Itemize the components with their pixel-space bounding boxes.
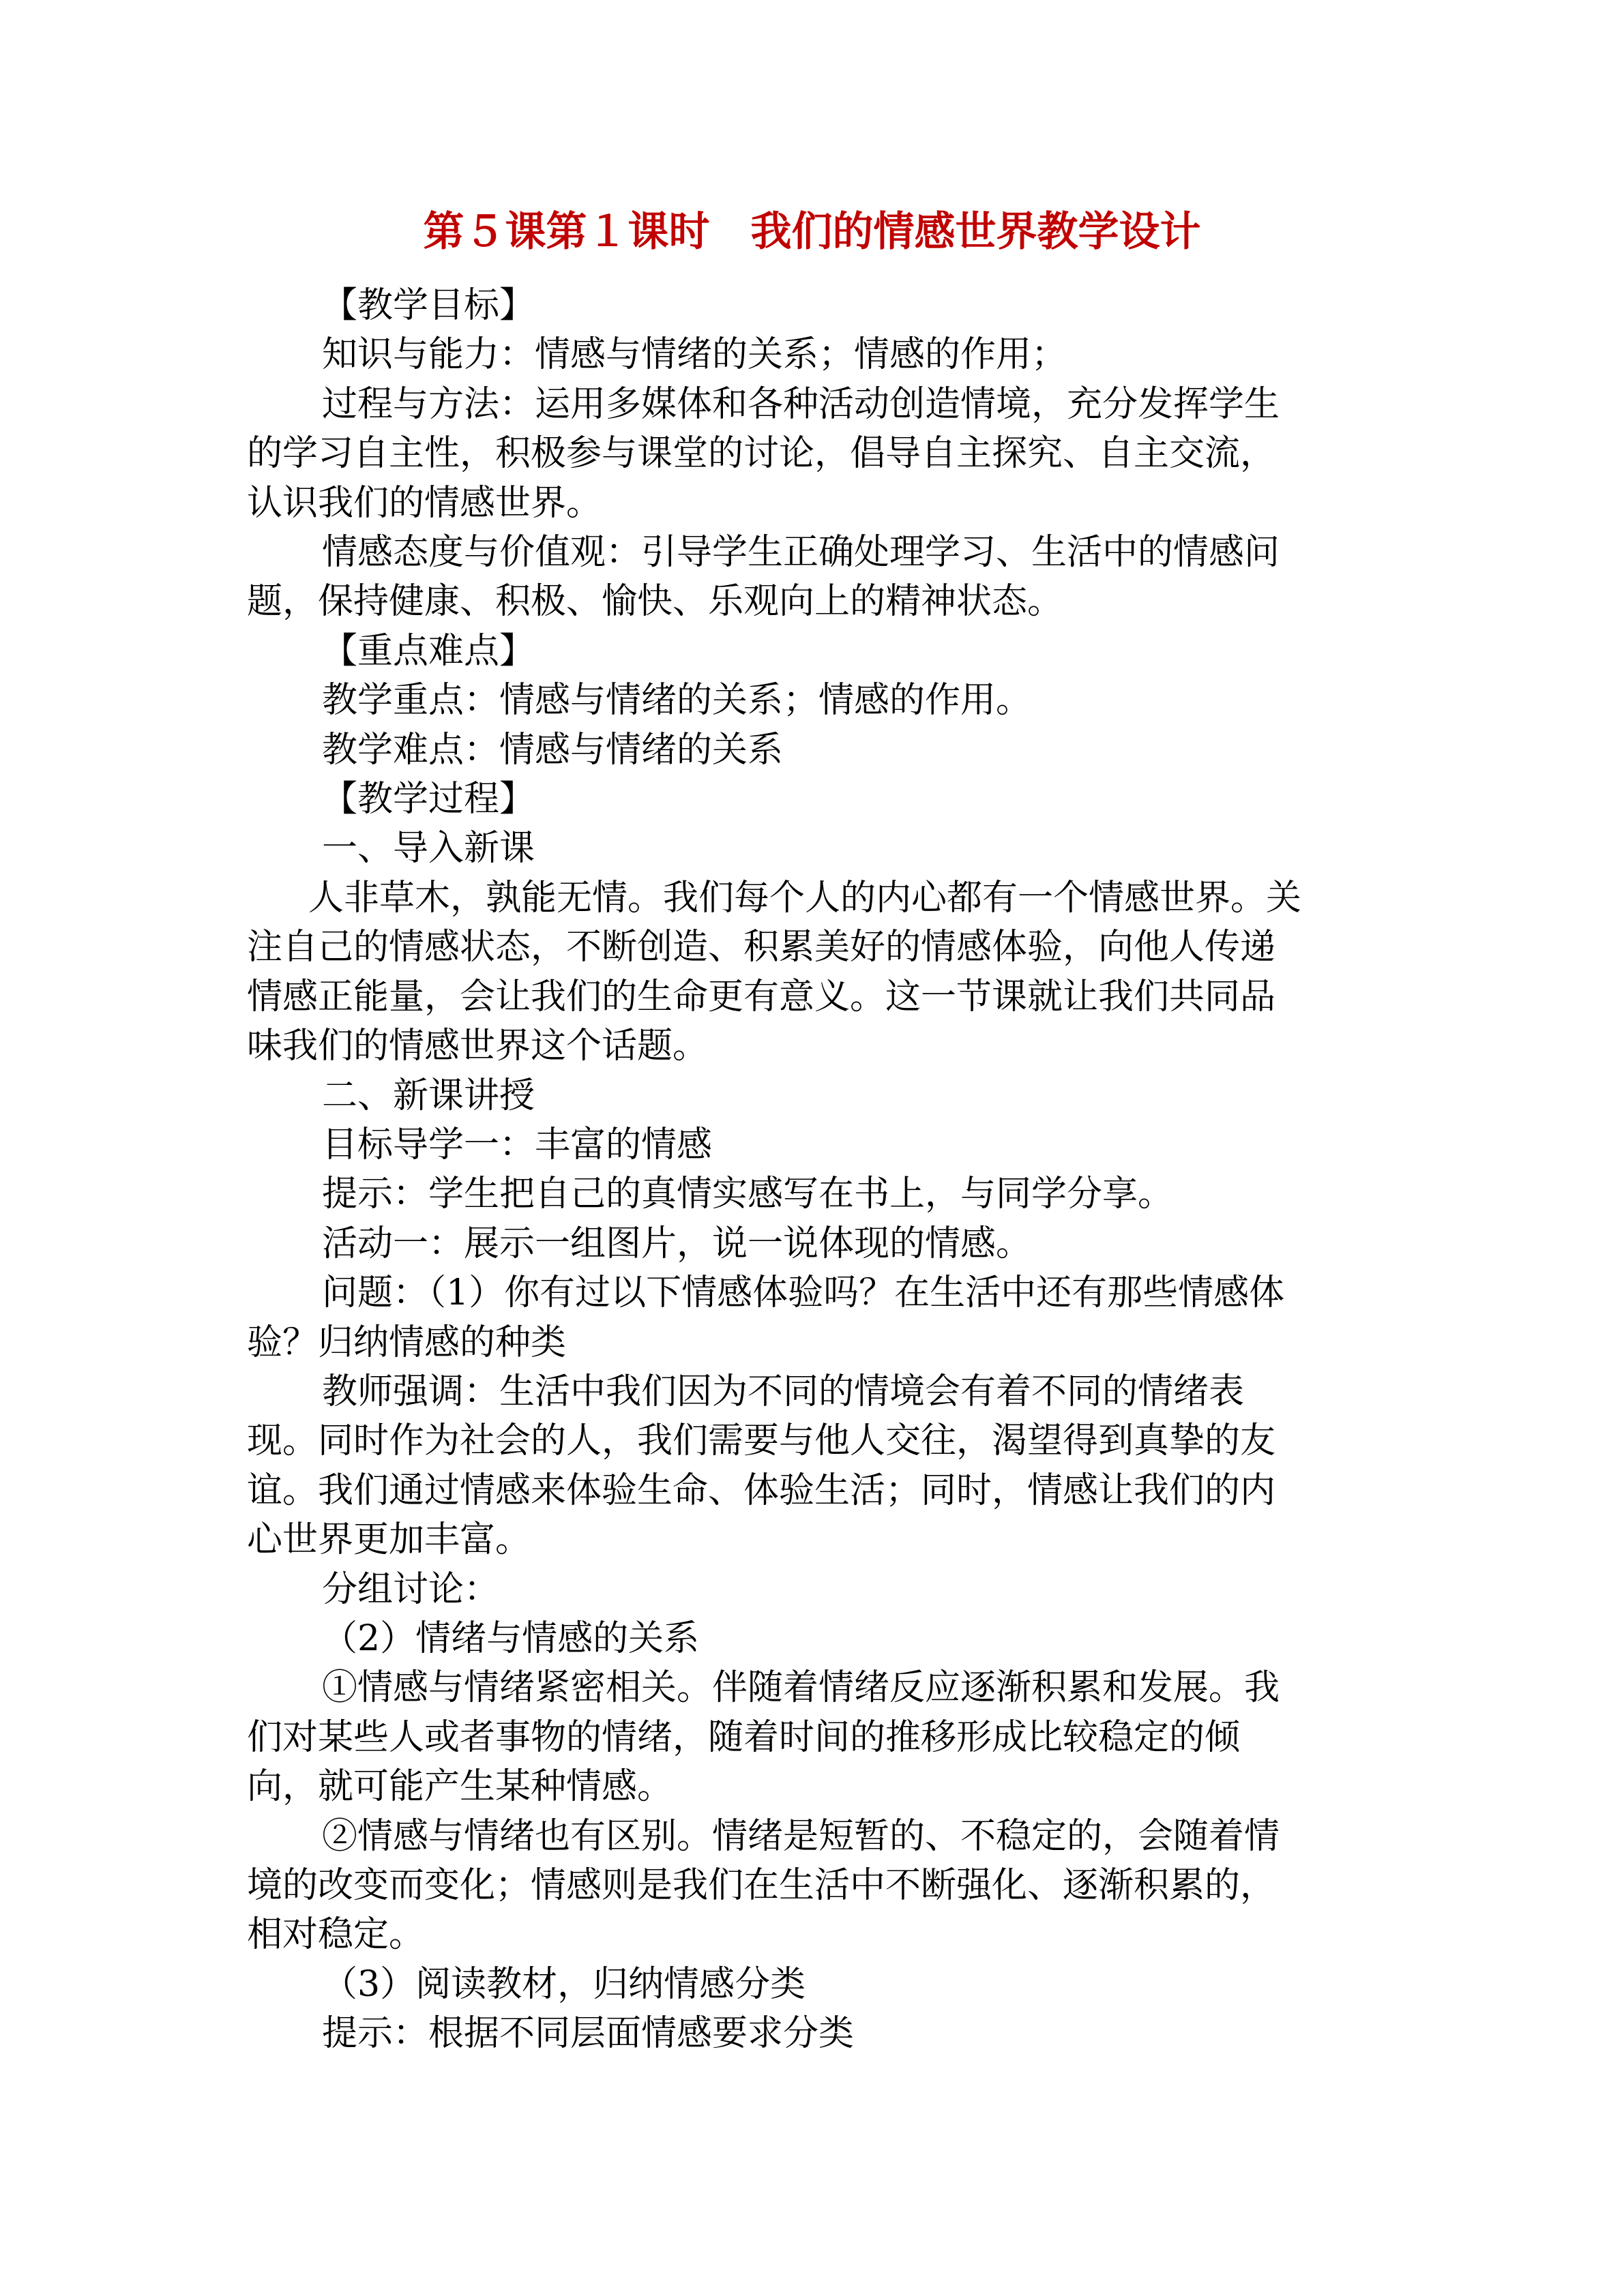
paragraph-line: 提示：学生把自己的真情实感写在书上，与同学分享。	[322, 1174, 1174, 1215]
subheading-new-lesson: 二、新课讲授	[322, 1075, 535, 1116]
section-heading-key-points: 【重点难点】	[322, 630, 535, 672]
paragraph-line: 教学难点：情感与情绪的关系	[322, 729, 784, 771]
section-heading-process: 【教学过程】	[322, 779, 535, 820]
paragraph-line: 分组讨论：	[322, 1568, 500, 1610]
subheading-intro: 一、导入新课	[322, 828, 535, 869]
paragraph-line: 知识与能力：情感与情绪的关系；情感的作用；	[322, 334, 1067, 376]
paragraph-line: 现。同时作为社会的人，我们需要与他人交往，渴望得到真挚的友	[247, 1420, 1276, 1462]
paragraph-line: 目标导学一：丰富的情感	[322, 1124, 713, 1165]
document-title: 第５课第１课时 我们的情感世界教学设计	[423, 208, 1201, 256]
paragraph-line: 教学重点：情感与情绪的关系；情感的作用。	[322, 680, 1032, 721]
paragraph-line: 教师强调：生活中我们因为不同的情境会有着不同的情绪表	[322, 1371, 1245, 1412]
paragraph-line: 相对稳定。	[247, 1914, 425, 1956]
paragraph-line: 过程与方法：运用多媒体和各种活动创造情境，充分发挥学生	[322, 383, 1280, 425]
paragraph-line: 验？归纳情感的种类	[247, 1322, 567, 1363]
paragraph-line: 注自己的情感状态，不断创造、积累美好的情感体验，向他人传递	[247, 927, 1276, 968]
paragraph-line: 人非草木，孰能无情。我们每个人的内心都有一个情感世界。关	[308, 877, 1302, 919]
paragraph-line: 情感态度与价值观：引导学生正确处理学习、生活中的情感问	[322, 532, 1280, 573]
paragraph-line: 活动一：展示一组图片，说一说体现的情感。	[322, 1223, 1032, 1264]
paragraph-line: 向，就可能产生某种情感。	[247, 1766, 673, 1808]
document-body	[247, 281, 1379, 2059]
paragraph-line: 味我们的情感世界这个话题。	[247, 1026, 709, 1067]
paragraph-line: （2）情绪与情感的关系	[322, 1617, 700, 1659]
paragraph-line: 认识我们的情感世界。	[247, 482, 602, 524]
paragraph-line: 题，保持健康、积极、愉快、乐观向上的精神状态。	[247, 581, 1063, 623]
paragraph-line: 提示：根据不同层面情感要求分类	[322, 2013, 855, 2055]
paragraph-line: ②情感与情绪也有区别。情绪是短暂的、不稳定的，会随着情	[322, 1815, 1280, 1857]
section-heading-objectives: 【教学目标】	[322, 285, 535, 326]
paragraph-line: 心世界更加丰富。	[247, 1519, 531, 1561]
paragraph-line: ①情感与情绪紧密相关。伴随着情绪反应逐渐积累和发展。我	[322, 1667, 1280, 1709]
paragraph-line: 们对某些人或者事物的情绪，随着时间的推移形成比较稳定的倾	[247, 1716, 1241, 1758]
paragraph-line: 情感正能量，会让我们的生命更有意义。这一节课就让我们共同品	[247, 976, 1276, 1017]
paragraph-line: 谊。我们通过情感来体验生命、体验生活；同时，情感让我们的内	[247, 1470, 1276, 1511]
paragraph-line: 境的改变而变化；情感则是我们在生活中不断强化、逐渐积累的，	[247, 1865, 1276, 1906]
paragraph-line: 问题：（1）你有过以下情感体验吗？在生活中还有那些情感体	[322, 1272, 1285, 1314]
paragraph-line: 的学习自主性，积极参与课堂的讨论，倡导自主探究、自主交流，	[247, 433, 1276, 475]
paragraph-line: （3）阅读教材，归纳情感分类	[322, 1963, 806, 2005]
